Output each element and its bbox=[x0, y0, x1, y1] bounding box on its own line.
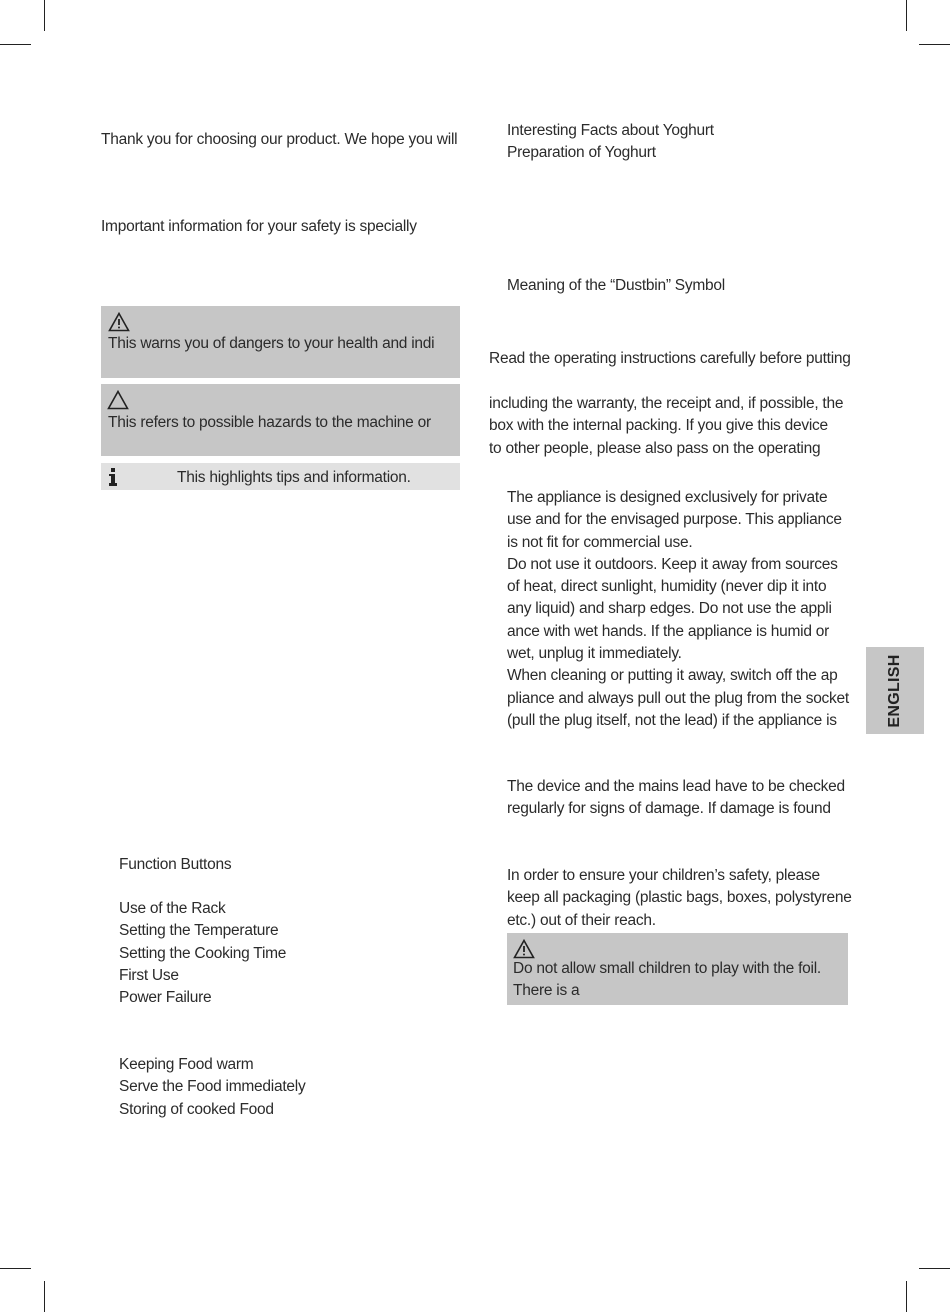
read-instructions-text: Read the operating instructions carefully before putting bbox=[489, 350, 851, 367]
toc-list-right-2 bbox=[507, 275, 725, 297]
crop-mark bbox=[44, 0, 45, 31]
warning-triangle-icon bbox=[108, 312, 130, 332]
paragraph-line: ance with wet hands. If the appliance is humid or bbox=[507, 622, 830, 640]
note-box-text: This highlights tips and information. bbox=[177, 469, 411, 486]
toc-item: Keeping Food warm bbox=[119, 1056, 254, 1073]
crop-mark bbox=[906, 1281, 907, 1312]
paragraph-line: any liquid) and sharp edges. Do not use the appli bbox=[507, 600, 832, 618]
crop-mark bbox=[44, 1281, 45, 1312]
paragraph-line: of heat, direct sunlight, humidity (never dip it into bbox=[507, 578, 827, 596]
toc-list-1 bbox=[119, 854, 231, 876]
toc-item: Setting the Cooking Time bbox=[119, 944, 287, 962]
toc-item: Preparation of Yoghurt bbox=[507, 144, 656, 162]
crop-mark bbox=[919, 44, 950, 45]
info-icon bbox=[108, 468, 118, 486]
paragraph-line: etc.) out of their reach. bbox=[507, 911, 656, 929]
paragraph-line: to other people, please also pass on the operating bbox=[489, 439, 821, 457]
toc-item: Meaning of the “Dustbin” Symbol bbox=[507, 277, 725, 294]
caution-box bbox=[101, 384, 460, 456]
foil-warning-box bbox=[507, 933, 848, 1005]
private-use-paragraph bbox=[507, 487, 849, 732]
toc-item: Storing of cooked Food bbox=[119, 1100, 274, 1118]
paragraph-line: including the warranty, the receipt and, if possible, the bbox=[489, 395, 844, 412]
crop-mark bbox=[0, 1268, 31, 1269]
toc-list-right-1 bbox=[507, 120, 714, 165]
toc-list-3 bbox=[119, 1054, 305, 1121]
note-box bbox=[101, 463, 460, 490]
paragraph-line: There is a bbox=[513, 982, 580, 1000]
paragraph-line: use and for the envisaged purpose. This appliance bbox=[507, 511, 842, 529]
paragraph-line: When cleaning or putting it away, switch off the ap bbox=[507, 667, 838, 685]
language-tab bbox=[866, 647, 924, 734]
paragraph-line: keep all packaging (plastic bags, boxes, polystyrene bbox=[507, 889, 852, 907]
toc-item: First Use bbox=[119, 966, 179, 984]
paragraph-line: In order to ensure your children’s safety, please bbox=[507, 867, 820, 884]
crop-mark bbox=[919, 1268, 950, 1269]
warning-triangle-icon bbox=[513, 939, 535, 959]
intro-text: Thank you for choosing our product. We hope you will bbox=[101, 131, 458, 148]
paragraph-line: (pull the plug itself, not the lead) if the appliance is bbox=[507, 711, 837, 729]
toc-item: Function Buttons bbox=[119, 856, 232, 873]
toc-item: Setting the Temperature bbox=[119, 922, 279, 940]
toc-item: Interesting Facts about Yoghurt bbox=[507, 122, 714, 139]
foil-warning-text bbox=[513, 960, 821, 1005]
crop-mark bbox=[0, 44, 31, 45]
paragraph-line: is not fit for commercial use. bbox=[507, 533, 693, 551]
language-tab-label: ENGLISH bbox=[886, 653, 903, 728]
paragraph-line: pliance and always pull out the plug from the socket bbox=[507, 689, 849, 707]
paragraph-line: Do not use it outdoors. Keep it away from sources bbox=[507, 555, 838, 573]
children-safety-paragraph bbox=[507, 865, 852, 932]
warranty-paragraph bbox=[489, 393, 843, 460]
toc-item: Power Failure bbox=[119, 989, 212, 1007]
caution-triangle-icon bbox=[107, 390, 129, 410]
toc-item: Use of the Rack bbox=[119, 900, 226, 917]
paragraph-line: regularly for signs of damage. If damage is found bbox=[507, 800, 831, 818]
mains-lead-paragraph bbox=[507, 776, 845, 821]
warning-box bbox=[101, 306, 460, 378]
paragraph-line: The appliance is designed exclusively for private bbox=[507, 489, 828, 506]
paragraph-line: The device and the mains lead have to be checked bbox=[507, 778, 845, 795]
crop-mark bbox=[906, 0, 907, 31]
toc-item: Serve the Food immediately bbox=[119, 1078, 306, 1096]
paragraph-line: wet, unplug it immediately. bbox=[507, 645, 682, 663]
paragraph-line: Do not allow small children to play with the foil. bbox=[513, 960, 821, 977]
paragraph-line: box with the internal packing. If you give this device bbox=[489, 417, 828, 435]
caution-box-text: This refers to possible hazards to the machine or bbox=[108, 414, 431, 431]
safety-info-text: Important information for your safety is specially bbox=[101, 218, 417, 235]
warning-box-text: This warns you of dangers to your health and indi bbox=[108, 335, 435, 352]
toc-list-2 bbox=[119, 898, 286, 1009]
